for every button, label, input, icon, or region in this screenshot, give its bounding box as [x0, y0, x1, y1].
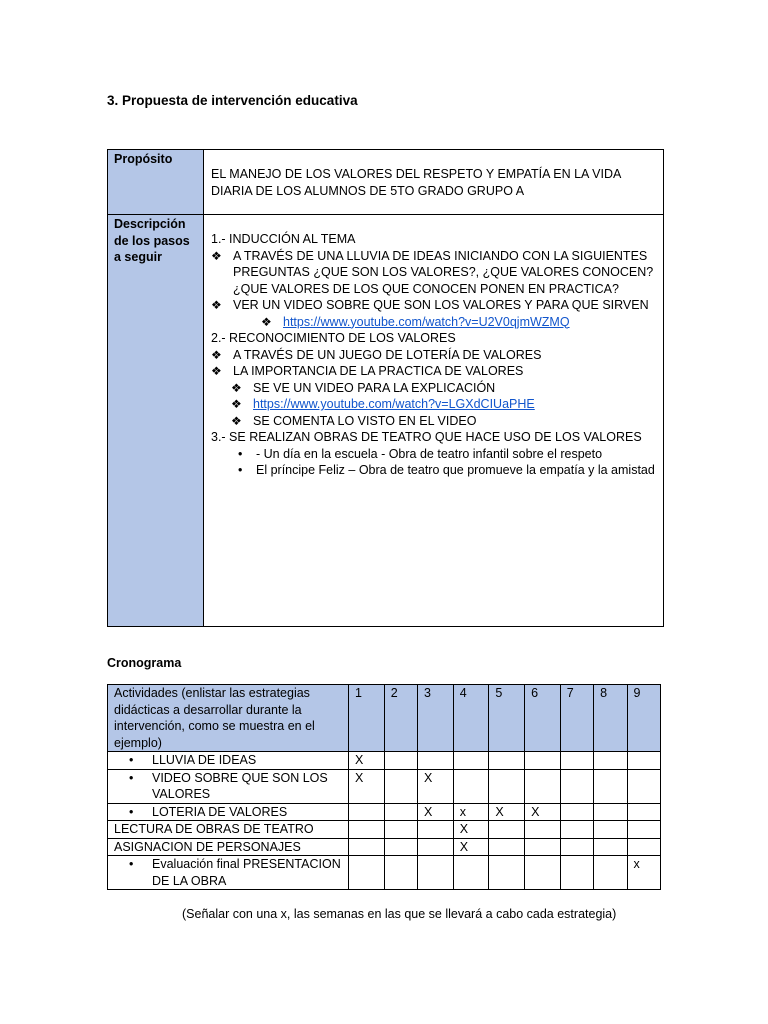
- week-mark-cell: X: [453, 821, 489, 839]
- step-3-heading: 3.- SE REALIZAN OBRAS DE TEATRO QUE HACE USO DE LOS VALORES: [211, 430, 642, 444]
- diamond-bullet-icon: ❖: [211, 298, 222, 312]
- week-mark-cell: [418, 752, 454, 770]
- week-mark-cell: [384, 856, 417, 890]
- week-mark-cell: X: [525, 803, 561, 821]
- activity-cell: [108, 838, 349, 856]
- diamond-bullet-icon: ❖: [211, 248, 222, 263]
- activity-name: LECTURA DE OBRAS DE TEATRO: [114, 822, 314, 836]
- table-row: [108, 769, 661, 803]
- week-header: 2: [384, 685, 417, 752]
- week-header: 8: [594, 685, 627, 752]
- video-link-1[interactable]: https://www.youtube.com/watch?v=U2V0qjmWZMQ: [283, 314, 570, 329]
- list-item: ❖ LA IMPORTANCIA DE LA PRACTICA DE VALORES: [211, 364, 524, 378]
- week-mark-cell: X: [453, 838, 489, 856]
- list-item: • El príncipe Feliz – Obra de teatro que promueve la empatía y la amistad: [238, 463, 655, 477]
- week-mark-cell: [384, 838, 417, 856]
- week-header: 5: [489, 685, 525, 752]
- week-mark-cell: [489, 821, 525, 839]
- list-item: [261, 314, 655, 331]
- week-mark-cell: [349, 821, 385, 839]
- proposito-row: [108, 150, 664, 215]
- week-header: 1: [349, 685, 385, 752]
- activity-name: LOTERIA DE VALORES: [152, 804, 288, 819]
- week-mark-cell: [525, 769, 561, 803]
- week-mark-cell: [560, 803, 593, 821]
- week-mark-cell: [384, 752, 417, 770]
- week-mark-cell: [349, 803, 385, 821]
- week-mark-cell: [525, 856, 561, 890]
- activity-cell: [108, 769, 349, 803]
- week-mark-cell: [560, 752, 593, 770]
- week-mark-cell: [453, 856, 489, 890]
- week-mark-cell: [525, 752, 561, 770]
- activity-cell: [108, 752, 349, 770]
- video-link-2[interactable]: https://www.youtube.com/watch?v=LGXdCIUaPHE: [253, 397, 535, 411]
- week-mark-cell: [627, 803, 660, 821]
- week-mark-cell: [453, 752, 489, 770]
- bullet-icon: •: [129, 804, 134, 819]
- cronograma-title: Cronograma: [107, 656, 182, 670]
- list-item: ❖ SE COMENTA LO VISTO EN EL VIDEO: [231, 413, 477, 428]
- week-mark-cell: x: [627, 856, 660, 890]
- list-item: • - Un día en la escuela - Obra de teatro infantil sobre el respeto: [238, 446, 603, 461]
- diamond-bullet-icon: ❖: [261, 314, 272, 329]
- bullet-icon: •: [238, 463, 243, 477]
- week-mark-cell: [349, 838, 385, 856]
- week-mark-cell: [489, 838, 525, 856]
- week-header: 3: [418, 685, 454, 752]
- bullet-icon: •: [129, 753, 134, 767]
- week-mark-cell: X: [418, 803, 454, 821]
- activity-cell: [108, 856, 349, 890]
- week-mark-cell: [627, 838, 660, 856]
- week-mark-cell: [560, 856, 593, 890]
- week-mark-cell: X: [418, 769, 454, 803]
- week-mark-cell: X: [489, 803, 525, 821]
- week-mark-cell: X: [349, 752, 385, 770]
- week-mark-cell: [525, 821, 561, 839]
- diamond-bullet-icon: ❖: [231, 413, 242, 428]
- activity-name: ASIGNACION DE PERSONAJES: [114, 839, 301, 854]
- bullet-icon: •: [238, 446, 243, 461]
- week-mark-cell: [594, 769, 627, 803]
- list-item: ❖ A TRAVÉS DE UNA LLUVIA DE IDEAS INICIANDO CON LA SIGUIENTES PREGUNTAS ¿QUE SON LOS VALORES?, ¿QUE VALORES CONOCEN? ¿QUE VALORES DE LOS QUE CONOCEN PONEN EN PRACTICA?: [211, 248, 654, 296]
- descripcion-content: [204, 215, 664, 627]
- week-mark-cell: [489, 769, 525, 803]
- cronograma-table: [107, 684, 661, 890]
- week-mark-cell: [594, 838, 627, 856]
- week-mark-cell: [594, 752, 627, 770]
- week-mark-cell: [560, 838, 593, 856]
- week-mark-cell: [453, 769, 489, 803]
- section-title: 3. Propuesta de intervención educativa: [107, 93, 358, 108]
- list-item: ❖ A TRAVÉS DE UN JUEGO DE LOTERÍA DE VALORES: [211, 347, 542, 362]
- cronograma-note: (Señalar con una x, las semanas en las que se llevará a cabo cada estrategia): [182, 907, 617, 921]
- week-mark-cell: [594, 803, 627, 821]
- descripcion-label: Descripción de los pasos a seguir: [108, 215, 204, 627]
- activity-cell: [108, 803, 349, 821]
- week-mark-cell: [384, 769, 417, 803]
- week-header: 4: [453, 685, 489, 752]
- bullet-icon: •: [129, 770, 134, 785]
- week-mark-cell: [349, 856, 385, 890]
- week-mark-cell: [489, 856, 525, 890]
- week-mark-cell: [525, 838, 561, 856]
- week-mark-cell: [384, 821, 417, 839]
- week-mark-cell: [418, 838, 454, 856]
- step-2-heading: 2.- RECONOCIMIENTO DE LOS VALORES: [211, 331, 456, 345]
- list-item: [231, 396, 655, 413]
- step-1-heading: 1.- INDUCCIÓN AL TEMA: [211, 232, 356, 246]
- table-row: [108, 821, 661, 839]
- week-mark-cell: [560, 769, 593, 803]
- week-mark-cell: [627, 769, 660, 803]
- week-mark-cell: [418, 856, 454, 890]
- activity-name: LLUVIA DE IDEAS: [152, 753, 257, 767]
- diamond-bullet-icon: ❖: [211, 347, 222, 362]
- week-mark-cell: [384, 803, 417, 821]
- week-mark-cell: [594, 821, 627, 839]
- activity-name: VIDEO SOBRE QUE SON LOS VALORES: [152, 770, 328, 801]
- proposal-table: [107, 149, 664, 627]
- week-header: 6: [525, 685, 561, 752]
- week-mark-cell: [489, 752, 525, 770]
- week-mark-cell: [418, 821, 454, 839]
- proposito-label: Propósito: [108, 150, 204, 215]
- list-item: ❖ SE VE UN VIDEO PARA LA EXPLICACIÓN: [231, 380, 496, 395]
- diamond-bullet-icon: ❖: [231, 380, 242, 395]
- activity-name: Evaluación final PRESENTACION DE LA OBRA: [152, 857, 341, 888]
- week-mark-cell: [594, 856, 627, 890]
- proposito-text: EL MANEJO DE LOS VALORES DEL RESPETO Y EMPATÍA EN LA VIDA DIARIA DE LOS ALUMNOS DE 5TO GRADO GRUPO A: [204, 150, 664, 215]
- week-mark-cell: [627, 752, 660, 770]
- activities-header: Actividades (enlistar las estrategias didácticas a desarrollar durante la intervención, como se muestra en el ejemplo): [108, 685, 349, 752]
- cronograma-header-row: [108, 685, 661, 752]
- week-mark-cell: [560, 821, 593, 839]
- activity-cell: [108, 821, 349, 839]
- list-item: ❖ VER UN VIDEO SOBRE QUE SON LOS VALORES Y PARA QUE SIRVEN: [211, 298, 649, 312]
- table-row: [108, 838, 661, 856]
- week-header: 9: [627, 685, 660, 752]
- descripcion-row: [108, 215, 664, 627]
- table-row: [108, 803, 661, 821]
- table-row: [108, 856, 661, 890]
- diamond-bullet-icon: ❖: [231, 397, 242, 411]
- week-mark-cell: [627, 821, 660, 839]
- week-mark-cell: x: [453, 803, 489, 821]
- diamond-bullet-icon: ❖: [211, 364, 222, 378]
- week-header: 7: [560, 685, 593, 752]
- week-mark-cell: X: [349, 769, 385, 803]
- table-row: [108, 752, 661, 770]
- bullet-icon: •: [129, 857, 134, 871]
